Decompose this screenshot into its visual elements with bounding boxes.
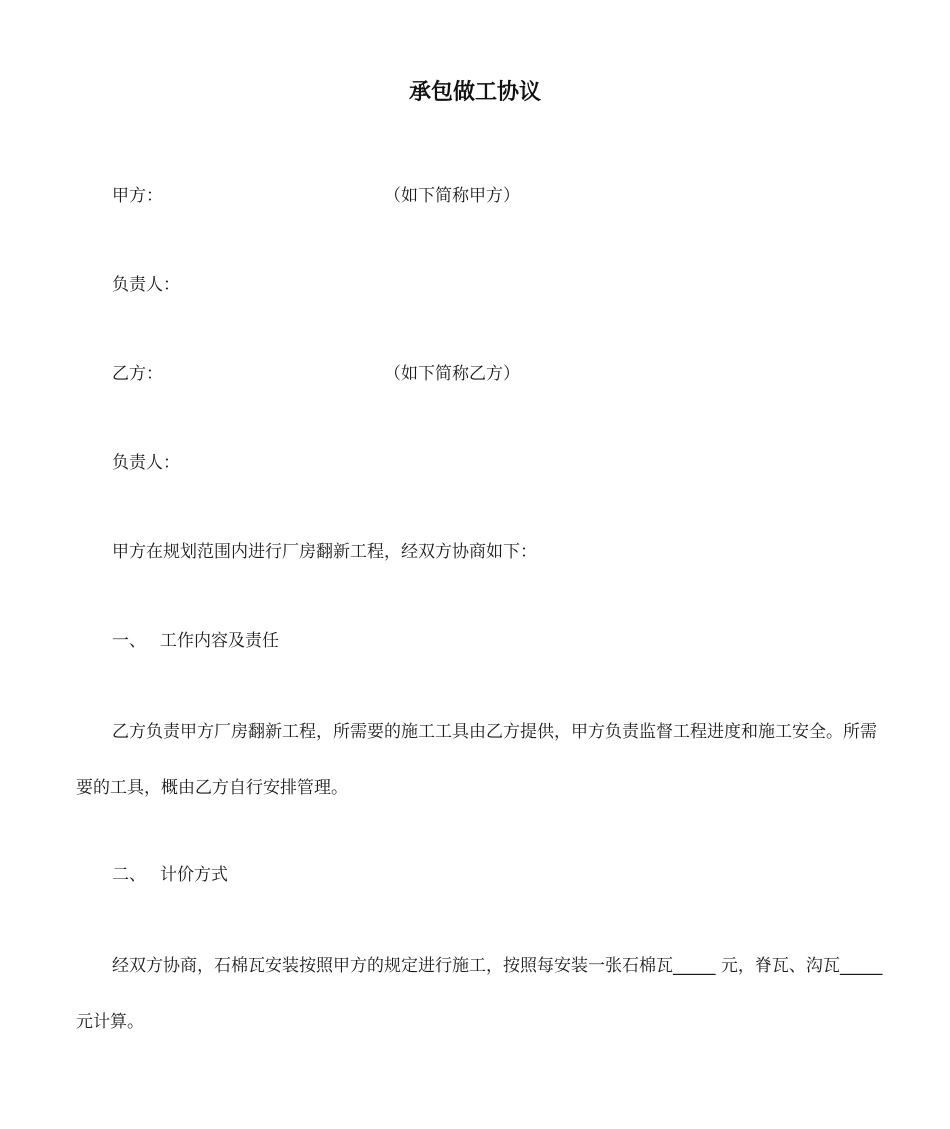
section2-heading xyxy=(112,863,228,887)
party-a-line xyxy=(112,184,520,208)
intro-text: 甲方在规划范围内进行厂房翻新工程，经双方协商如下： xyxy=(112,542,537,562)
party-b-label: 乙方： xyxy=(112,364,163,384)
section2-body: 经双方协商，石棉瓦安装按照甲方的规定进行施工，按照每安装一张石棉瓦_____ 元，脊瓦、沟瓦_____元计算。 xyxy=(76,956,883,1032)
section1-title: 工作内容及责任 xyxy=(160,631,279,651)
party-a-label: 甲方： xyxy=(112,186,163,206)
party-b-line xyxy=(112,362,520,386)
section2-title: 计价方式 xyxy=(160,865,228,885)
section2-number: 二、 xyxy=(112,865,146,885)
section1-body: 乙方负责甲方厂房翻新工程，所需要的施工工具由乙方提供，甲方负责监督工程进度和施工安全。所需要的工具，概由乙方自行安排管理。 xyxy=(76,722,877,798)
section1-number: 一、 xyxy=(112,631,146,651)
party-b-representative: 负责人： xyxy=(112,453,180,473)
document-title: 承包做工协议 xyxy=(408,80,541,105)
party-a-representative: 负责人： xyxy=(112,275,180,295)
section1-heading xyxy=(112,629,279,653)
party-a-note: （如下简称甲方） xyxy=(384,186,520,206)
party-b-note: （如下简称乙方） xyxy=(384,364,520,384)
